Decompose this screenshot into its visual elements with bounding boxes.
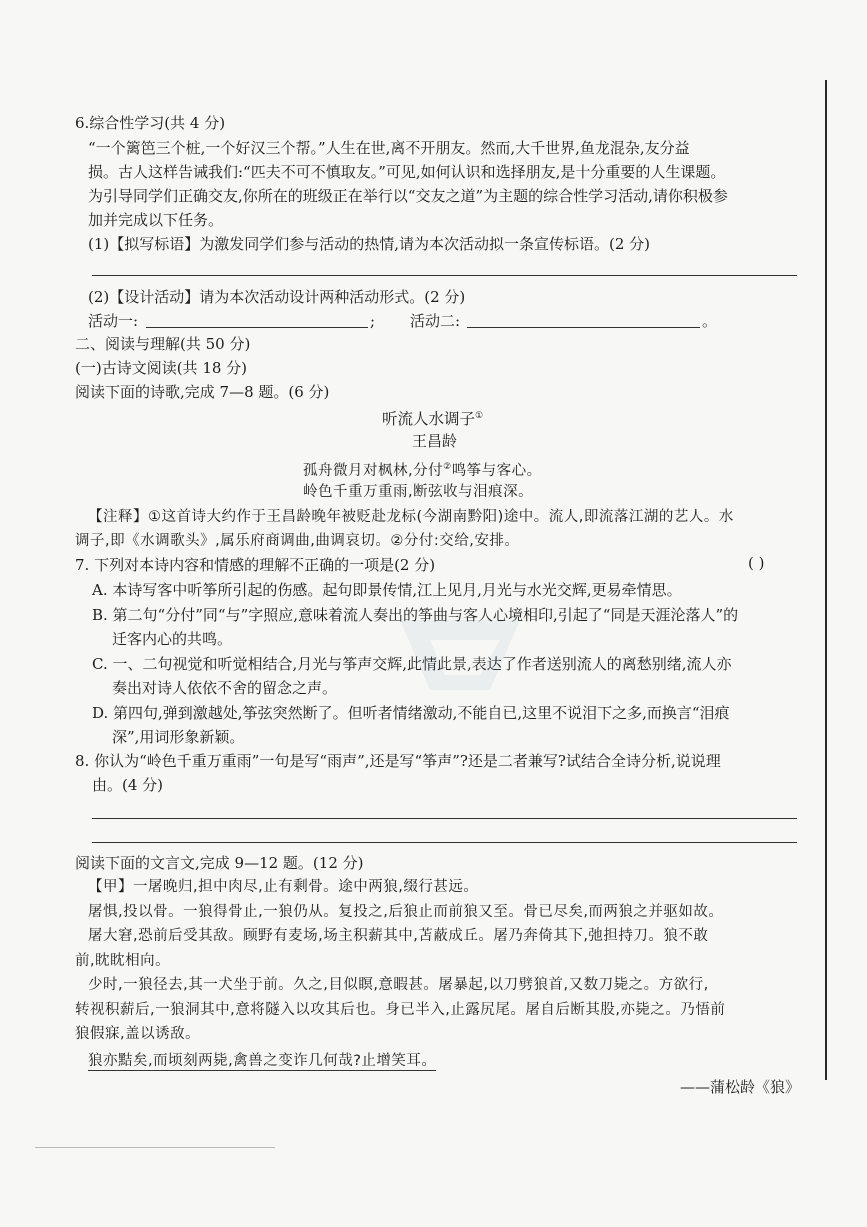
classical-line-4: 前,眈眈相向。: [75, 953, 171, 969]
section-2-sub-heading: (一)古诗文阅读(共 18 分): [75, 359, 248, 377]
scan-edge-line: [825, 80, 827, 1080]
q7-answer-paren[interactable]: ( ): [748, 554, 765, 572]
activity-period: 。: [702, 312, 718, 330]
poem-line-1: 孤舟微月对枫林,分付②鸣筝与客心。: [303, 462, 542, 479]
q6-para-line-1: “一个篱笆三个桩,一个好汉三个帮。”人生在世,离不开朋友。然而,大千世界,鱼龙混杂,友分益: [88, 139, 690, 157]
q6-para-line-3: 为引导同学们正确交友,你所在的班级正在举行以“交友之道”为主题的综合性学习活动,请你积极参: [88, 187, 728, 205]
q7-option-d-line-2: 深”,用词形象新颖。: [112, 728, 245, 746]
classical-source: ——蒲松龄《狼》: [680, 1078, 801, 1096]
footer-divider: [35, 1147, 275, 1148]
q7-stem: 7. 下列对本诗内容和情感的理解不正确的一项是(2 分): [75, 556, 436, 574]
q7-option-d-line-1: D. 第四句,弹到激越处,筝弦突然断了。但听者情绪激动,不能自已,这里不说泪下之多,而换言“泪痕: [92, 704, 730, 722]
q8-stem-line-2: 由。(4 分): [92, 776, 164, 794]
classical-line-1: 【甲】一屠晚归,担中肉尽,止有剩骨。途中两狼,缀行甚远。: [88, 879, 479, 895]
poem-notes-line-1: 【注释】①这首诗大约作于王昌龄晚年被贬赴龙标(今湖南黔阳)途中。流人,即流落江湖的艺人。水: [88, 509, 734, 525]
poem-intro: 阅读下面的诗歌,完成 7—8 题。(6 分): [75, 383, 330, 401]
classical-line-7: 狼假寐,盖以诱敌。: [75, 1026, 201, 1042]
activity-1-label: 活动一:: [88, 312, 139, 330]
classical-line-8-underlined: 狼亦黠矣,而顷刻两毙,禽兽之变诈几何哉?止增笑耳。: [88, 1053, 437, 1069]
activity-2-label: 活动二:: [410, 312, 461, 330]
classical-line-5: 少时,一狼径去,其一犬坐于前。久之,目似瞑,意暇甚。屠暴起,以刀劈狼首,又数刀毙之。方欲行,: [88, 977, 709, 993]
poem-notes-line-2: 调子,即《水调歌头》,属乐府商调曲,曲调哀切。②分付:交给,安排。: [75, 533, 520, 549]
q7-option-a: A. 本诗写客中听筝所引起的伤感。起句即景传情,江上见月,月光与水光交辉,更易牵情思。: [92, 581, 682, 599]
q7-option-b-line-1: B. 第二句“分付”同“与”字照应,意味着流人奏出的筝曲与客人心境相印,引起了“同是天涯沦落人”的: [92, 606, 739, 624]
activity-2-blank[interactable]: [467, 327, 700, 328]
q6-para-line-4: 加并完成以下任务。: [88, 211, 224, 229]
q6-heading: 6.综合性学习(共 4 分): [75, 114, 226, 132]
classical-line-6: 转视积薪后,一狼洞其中,意将隧入以攻其后也。身已半入,止露尻尾。屠自后断其股,亦毙之。乃悟前: [75, 1002, 726, 1018]
q7-option-c-line-1: C. 一、二句视觉和听觉相结合,月光与筝声交辉,此情此景,表达了作者送别流人的离愁别绪,流人亦: [92, 655, 732, 673]
classical-line-3: 屠大窘,恐前后受其敌。顾野有麦场,场主积薪其中,苫蔽成丘。屠乃奔倚其下,弛担持刀。狼不敢: [88, 928, 709, 944]
q7-option-c-line-2: 奏出对诗人依依不舍的留念之声。: [112, 679, 338, 697]
q6-para-line-2: 损。古人这样告诫我们:“匹夫不可不慎取友。”可见,如何认识和选择朋友,是十分重要的人生课题。: [88, 163, 726, 181]
poem-line-2: 岭色千重万重雨,断弦收与泪痕深。: [303, 484, 534, 500]
poem-line-1-note: ②: [443, 462, 452, 472]
q8-stem-line-1: 8. 你认为“岭色千重万重雨”一句是写“雨声”,还是写“筝声”?还是二者兼写?试结合全诗分析,说说理: [75, 752, 721, 770]
q7-option-b-line-2: 迁客内心的共鸣。: [112, 630, 233, 648]
slogan-answer-line[interactable]: [92, 275, 797, 276]
activity-semicolon: ;: [370, 312, 376, 330]
q6-task-2: (2)【设计活动】请为本次活动设计两种活动形式。(2 分): [88, 288, 466, 306]
q6-task-1: (1)【拟写标语】为激发同学们参与活动的热情,请为本次活动拟一条宣传标语。(2 分): [88, 235, 651, 253]
poem-title: 听流人水调子①: [382, 410, 484, 429]
q8-answer-line-1[interactable]: [92, 818, 797, 819]
poem-author: 王昌龄: [412, 432, 458, 450]
classical-intro: 阅读下面的文言文,完成 9—12 题。(12 分): [75, 854, 364, 872]
classical-line-2: 屠惧,投以骨。一狼得骨止,一狼仍从。复投之,后狼止而前狼又至。骨已尽矣,而两狼之并驱如故。: [88, 904, 724, 920]
watermark-logo: [380, 600, 540, 710]
activity-1-blank[interactable]: [146, 327, 368, 328]
section-2-heading: 二、阅读与理解(共 50 分): [75, 335, 251, 353]
q8-answer-line-2[interactable]: [92, 842, 797, 843]
poem-title-note: ①: [475, 411, 484, 421]
